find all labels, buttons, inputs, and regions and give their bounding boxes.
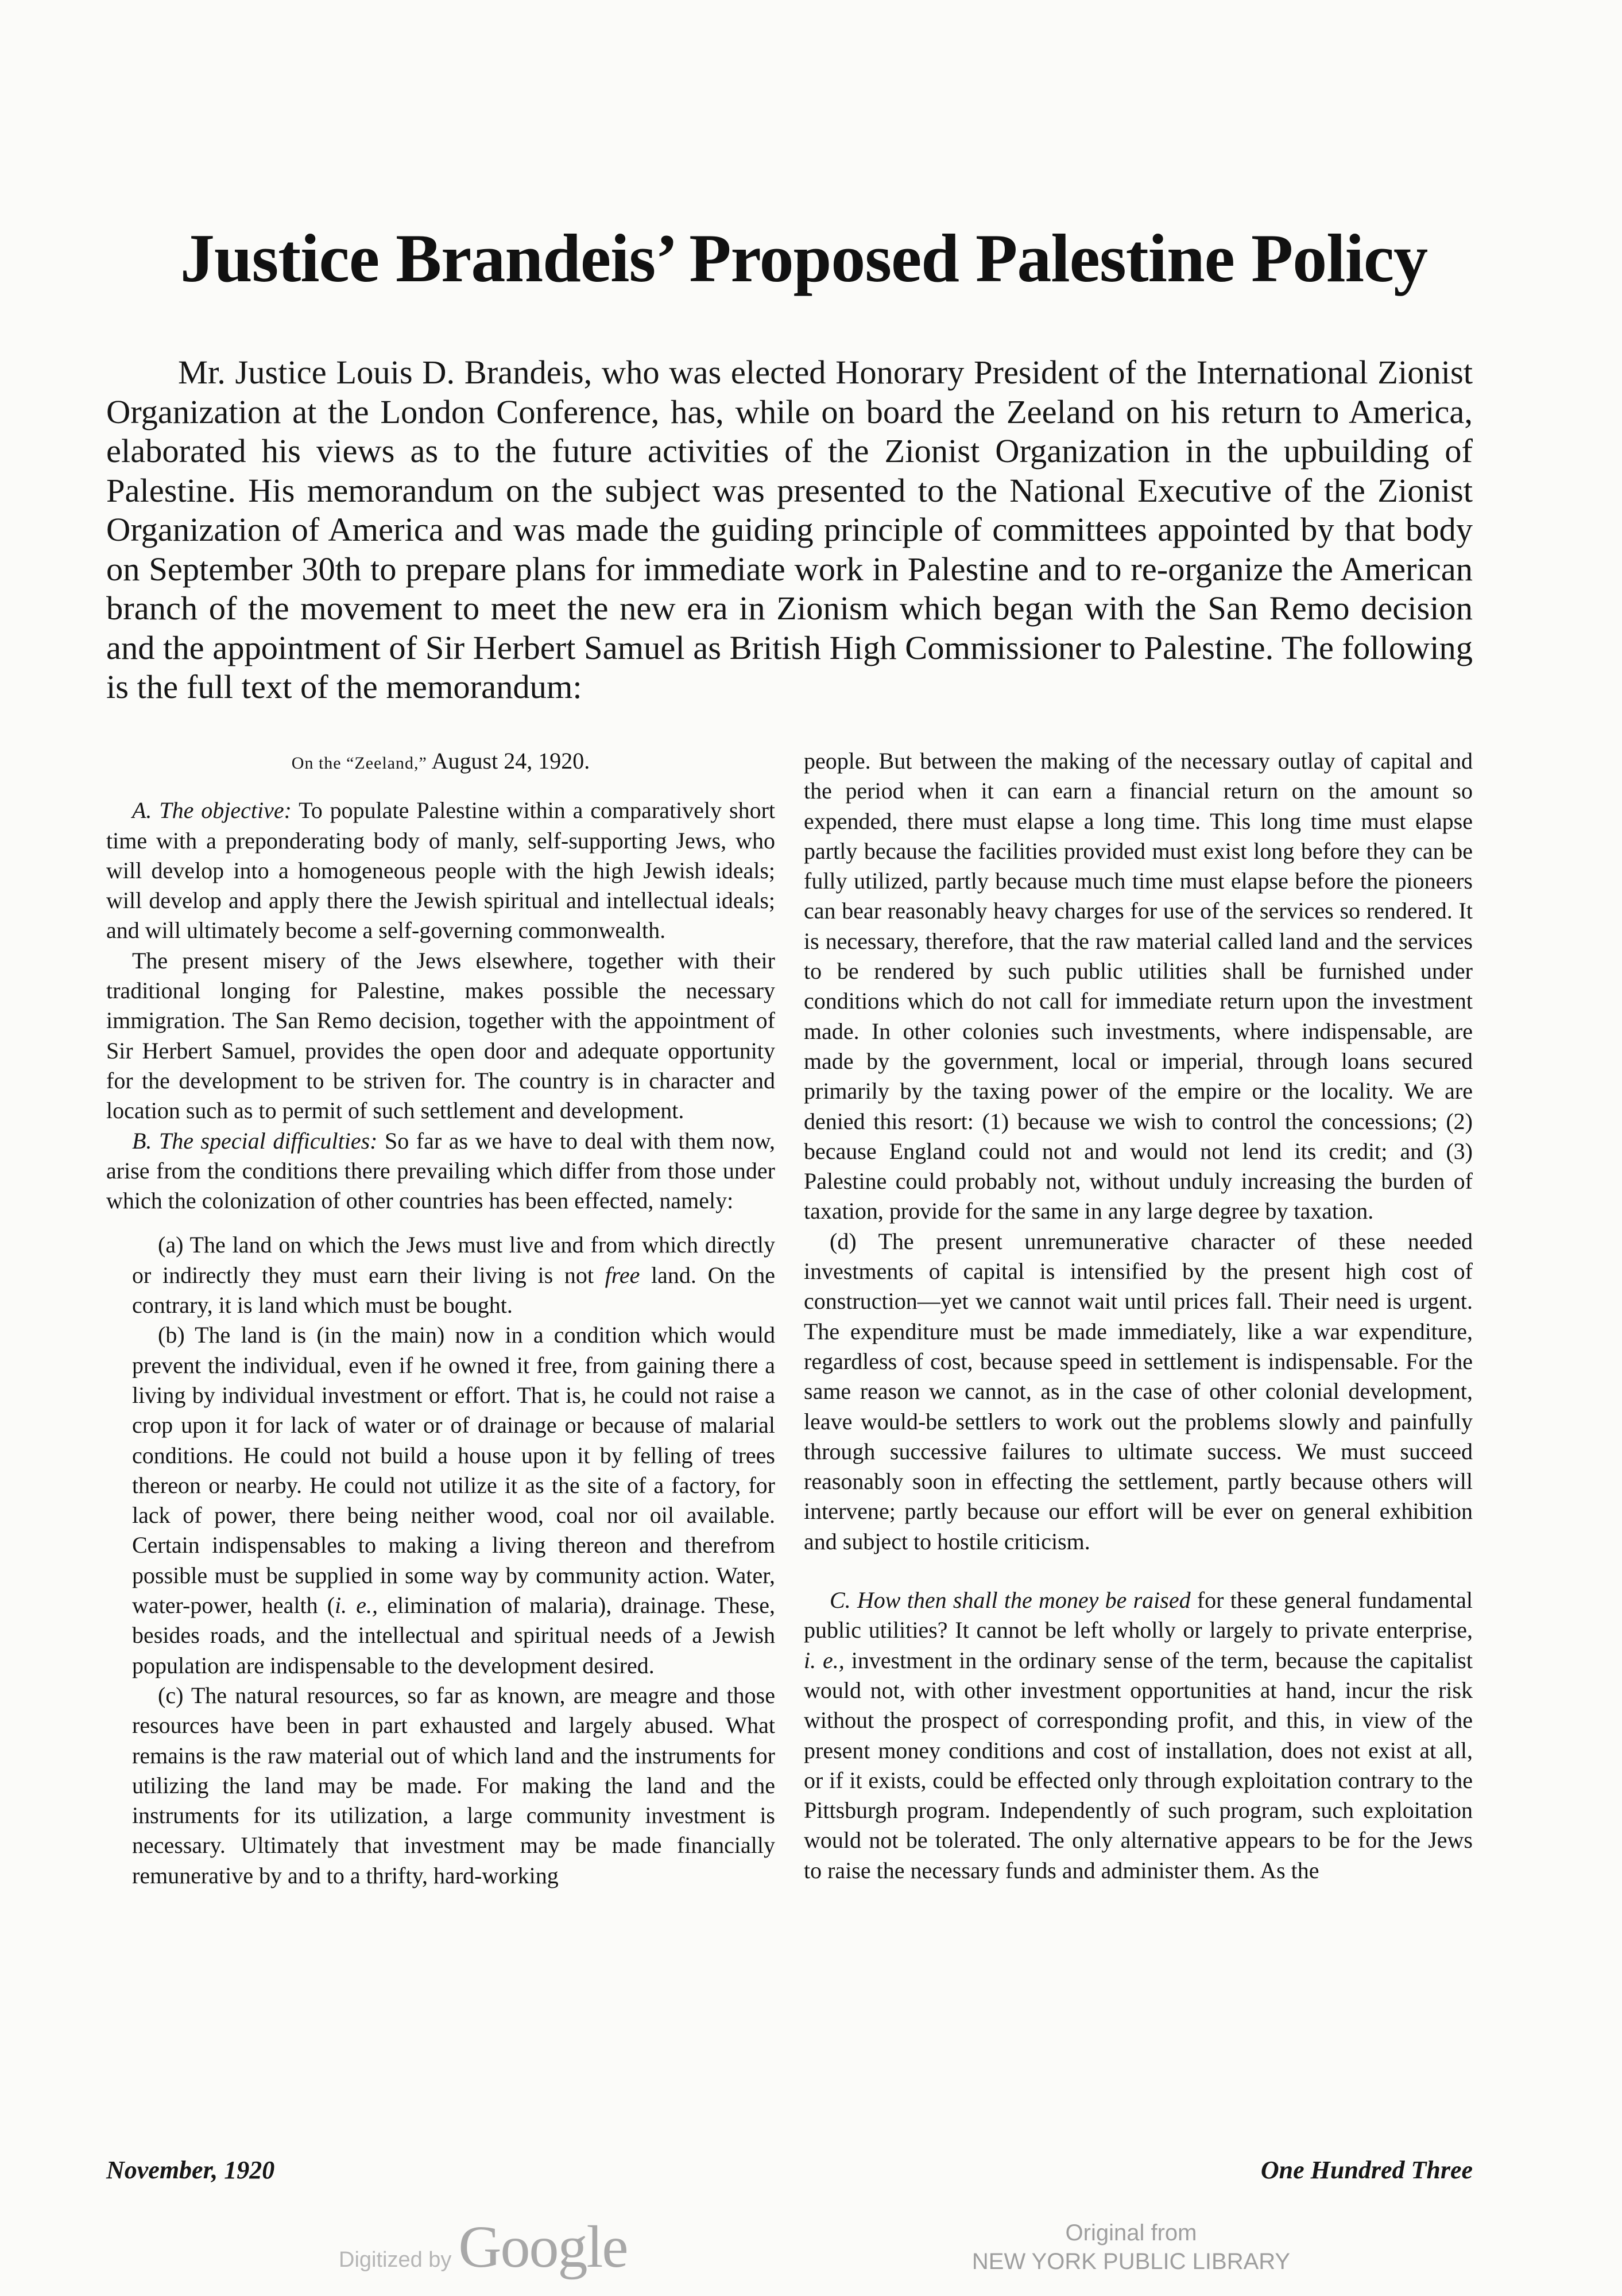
item-a-emphasis: free — [605, 1262, 640, 1288]
footer-page-number: One Hundred Three — [1260, 2156, 1473, 2184]
library-watermark — [953, 2219, 1309, 2276]
item-b — [106, 1320, 775, 1681]
right-column — [804, 746, 1473, 1886]
item-b-text-2: elimination of malaria), drainage. These, besides roads, and the intellectual and spiritual needs of a Jewish population are indispensable to the development desired. — [132, 1592, 775, 1678]
footer-date: November, 1920 — [106, 2156, 275, 2184]
item-b-emphasis: i. e., — [335, 1592, 378, 1619]
section-c-text-1: for these general fundamental public utilities? It cannot be left wholly or largely to private enterprise, — [804, 1587, 1473, 1643]
google-logo: Google — [458, 2214, 628, 2280]
section-c-heading: C. How then shall the money be raised — [830, 1587, 1191, 1614]
section-a — [106, 796, 775, 945]
dateline — [106, 746, 775, 778]
item-d: (d) The present unremunerative character of these needed investments of capital is intensified by the present high cost of construction—yet we cannot wait until prices fall. Their need is urgent. The expenditure must be made immediately, like a war expenditure, regardless of cost, because speed in settlement is indispensable. For the same reason we cannot, as in the case of other colonial development, leave would-be settlers to work out the problems slowly and painfully through successive failures to ultimate success. We must succeed reasonably soon in effecting the settlement, partly because others will intervene; partly because our effort will be ever on general exhibition and subject to hostile criticism. — [804, 1228, 1473, 1554]
section-b-text: So far as we have to deal with them now, arise from the conditions there prevailing which differ from those under which the colonization of other countries has been effected, namely: — [106, 1127, 776, 1214]
section-b — [106, 1126, 775, 1216]
digitized-by-label: Digitized by — [339, 2248, 452, 2272]
item-a-text-2: land. On the contrary, it is land which must be bought. — [132, 1262, 776, 1318]
article-title: Justice Brandeis’ Proposed Palestine Policy — [180, 220, 1428, 296]
item-c: (c) The natural resources, so far as known, are meagre and those resources have been in part exhausted and largely abused. What remains is the raw material out of which land and the instruments for utilizing the land may be made. For making the land and the instruments for its utilization, a large community investment is necessary. Ultimately that investment may be made financially remunerative by and to a thrifty, hard-working — [132, 1682, 775, 1888]
item-b-text-1: (b) The land is (in the main) now in a condition which would prevent the individual, even if he owned it free, from gaining there a living by individual investment or effort. That is, he could not raise a crop upon it for lack of water or of drainage or because of malarial conditions. He could not build a house upon it by felling of trees thereon or nearby. He could not utilize it as the site of a factory, for lack of power, there being neither wood, coal nor oil available. Certain indispensables to making a living thereon and therefrom possible must be supplied in some way by community action. Water, water-power, health ( — [132, 1322, 775, 1619]
original-from-label: Original from — [1065, 2220, 1197, 2245]
digitized-watermark — [339, 2213, 628, 2281]
right-continuation: people. But between the making of the necessary outlay of capital and the period when it can earn a financial return on the amount so expended, there must elapse a long time. This long time must elapse partly because the facilities provided must exist long before they can be fully utilized, partly because much time must elapse before the pioneers can bear reasonably heavy charges for use of the services so rendered. It is necessary, therefore, that the raw material called land and the services to be rendered by such public utilities shall be furnished under conditions which do not call for immediate return upon the investment made. In other colonies such investments, where indispensable, are made by the government, local or imperial, through loans secured primarily by the taxing power of the empire or the locality. We are denied this resort: (1) because we wish to control the concessions; (2) because England could not and would not lend its credit; and (3) Palestine could probably not, without unduly increasing the burden of taxation, provide for the same in any large degree by taxation. — [804, 748, 1473, 1224]
left-column — [106, 746, 775, 1891]
section-a-text: To populate Palestine within a comparatively short time with a preponderating body of manly, self-supporting Jews, who will develop into a homogeneous people with the high Jewish ideals; will develop and apply there the Jewish spiritual and intellectual ideals; and will ultimately become a self-governing commonwealth. — [106, 797, 776, 944]
section-c — [804, 1585, 1473, 1886]
section-c-emphasis: i. e., — [804, 1647, 845, 1673]
section-c-text-2: investment in the ordinary sense of the term, because the capitalist would not, with other investment opportunities at hand, incur the risk without the prospect of corresponding profit, and this, in view of the present money conditions and cost of installation, does not exist at all, or if it exists, could be effected only through exploitation contrary to the Pittsburgh program. Independently of such program, such exploitation would not be tolerated. The only alternative appears to be for the Jews to raise the necessary funds and administer them. As the — [804, 1647, 1473, 1883]
dateline-prefix: On the “Zeeland,” — [291, 754, 427, 773]
item-a — [106, 1230, 775, 1320]
misery-paragraph: The present misery of the Jews elsewhere, together with their traditional longing for Palestine, makes possible the necessary immigration. The San Remo decision, together with the appointment of Sir Herbert Samuel, provides the open door and adequate opportunity for the development to be striven for. The country is in character and location such as to permit of such settlement and development. — [106, 947, 775, 1124]
section-a-heading: A. The objective: — [132, 797, 292, 824]
intro-paragraph: Mr. Justice Louis D. Brandeis, who was elected Honorary President of the International Zionist Organization at the London Conference, has, while on board the Zeeland on his return to America, elaborated his views as to the future activities of the Zionist Organization in the upbuilding of Palestine. His memorandum on the subject was presented to the National Executive of the Zionist Organization of America and was made the guiding principle of committees appointed by that body on September 30th to prepare plans for immediate work in Palestine and to re-organize the American branch of the movement to meet the new era in Zionism which began with the San Remo decision and the appointment of Sir Herbert Samuel as British High Commissioner to Palestine. The following is the full text of the memorandum: — [106, 354, 1473, 705]
item-a-text-1: (a) The land on which the Jews must live and from which directly or indirectly they must earn their living is not — [132, 1232, 775, 1288]
section-b-heading: B. The special difficulties: — [132, 1127, 378, 1154]
library-name: NEW YORK PUBLIC LIBRARY — [971, 2249, 1291, 2274]
dateline-date: August 24, 1920. — [431, 748, 590, 774]
